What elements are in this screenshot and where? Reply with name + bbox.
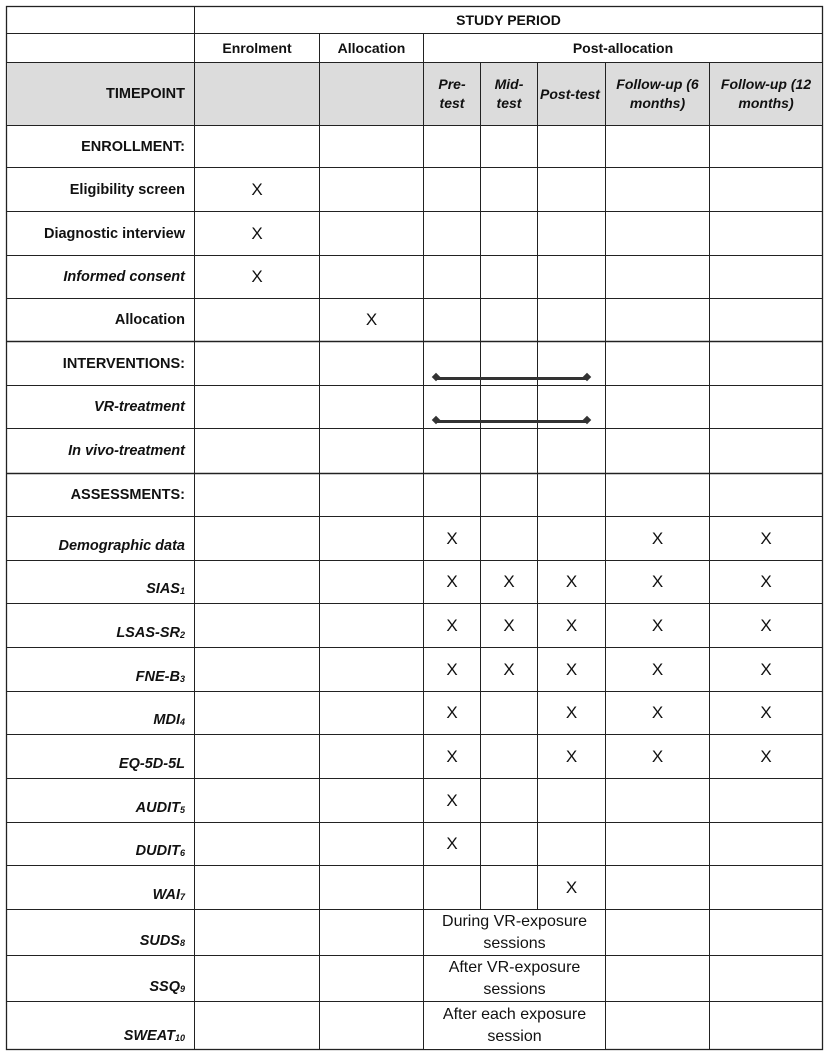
row-vr-treatment: VR-treatment (93, 399, 185, 415)
enrolment-header: Enrolment (222, 40, 292, 56)
row-allocation: Allocation (114, 312, 185, 328)
follow-up-6-header: Follow-up (6 months) (616, 76, 699, 111)
mark-demographic-fu6: X (651, 528, 664, 548)
row-consent: Informed consent (63, 269, 185, 285)
row-eligibility: Eligibility screen (69, 181, 185, 198)
row-mdi: MDI $^4$ (153, 712, 185, 728)
note-sweat: After each exposure session (424, 1002, 605, 1049)
row-eq5d: EQ-5D-5L (118, 756, 185, 772)
mark-sias-fu6: X (651, 572, 664, 591)
row-assessments: ASSESSMENTS: (70, 487, 185, 503)
row-fne: FNE-B $^3$ (135, 669, 185, 685)
note-suds: During VR-exposure sessions (424, 910, 605, 955)
mark-lsas-post: X (565, 615, 578, 635)
mark-diagnostic-enrolment: X (251, 223, 263, 243)
row-invivo-treatment: In vivo-treatment (68, 443, 185, 459)
row-enrollment: ENROLLMENT: (81, 138, 185, 155)
mark-wai-post: X (565, 877, 578, 897)
mid-test-header: Mid-test (494, 76, 524, 111)
mark-lsas-fu12: X (760, 615, 772, 635)
mark-demographic-fu12: X (760, 528, 772, 548)
mark-eq5d-fu6: X (651, 746, 664, 766)
study-period-header: STUDY PERIOD (456, 12, 561, 28)
mark-eq5d-pre: X (446, 746, 458, 766)
mark-dudit-pre: X (446, 834, 458, 853)
mark-fne-fu6: X (651, 659, 664, 679)
row-demographic: Demographic data (58, 538, 185, 554)
mark-fne-mid: X (503, 659, 515, 679)
mark-demographic-pre: X (446, 528, 458, 548)
row-ssq: SSQ $^9$ (149, 979, 185, 995)
mark-eligibility-enrolment: X (251, 179, 263, 199)
timepoint-label: TIMEPOINT (106, 86, 185, 102)
follow-up-12-header: Follow-up (12 months) (720, 76, 812, 111)
mark-audit-pre: X (446, 790, 458, 810)
row-sweat: SWEAT $^{10}$ (123, 1028, 185, 1044)
mark-consent-enrolment: X (251, 267, 263, 286)
mark-lsas-mid: X (503, 615, 515, 635)
row-lsas: LSAS-SR $^2$ (116, 625, 185, 641)
mark-lsas-fu6: X (651, 615, 664, 635)
mark-fne-fu12: X (760, 659, 772, 679)
timepoint-enrolment-bg (195, 63, 319, 125)
mark-fne-pre: X (446, 659, 458, 679)
mark-sias-pre: X (446, 572, 458, 591)
timepoint-allocation-bg (320, 63, 423, 125)
post-test-header: Post-test (540, 85, 600, 102)
mark-allocation-allocation: X (365, 310, 378, 329)
row-suds: SUDS $^8$ (139, 933, 185, 949)
row-interventions: INTERVENTIONS: (62, 355, 185, 372)
row-wai: WAI $^7$ (152, 887, 185, 903)
pre-test-header: Pre-test (438, 76, 466, 111)
row-sias: SIAS $^1$ (146, 581, 185, 597)
mark-mdi-post: X (565, 703, 578, 722)
mark-eq5d-post: X (565, 746, 578, 766)
invivo-treatment-bar (435, 420, 588, 423)
row-audit: AUDIT $^5$ (135, 800, 185, 816)
allocation-header: Allocation (337, 40, 406, 56)
row-diagnostic: Diagnostic interview (43, 225, 185, 242)
mark-mdi-fu6: X (651, 703, 664, 722)
mark-sias-mid: X (503, 572, 515, 591)
note-ssq: After VR-exposure sessions (424, 956, 605, 1001)
mark-mdi-fu12: X (760, 703, 772, 722)
mark-lsas-pre: X (446, 615, 458, 635)
vr-treatment-bar (435, 377, 588, 380)
mark-sias-fu12: X (760, 572, 772, 591)
mark-mdi-pre: X (446, 703, 458, 722)
post-allocation-header: Post-allocation (572, 40, 674, 56)
mark-fne-post: X (565, 659, 578, 679)
mark-sias-post: X (565, 572, 578, 591)
mark-eq5d-fu12: X (760, 746, 772, 766)
row-dudit: DUDIT $^6$ (135, 843, 185, 859)
